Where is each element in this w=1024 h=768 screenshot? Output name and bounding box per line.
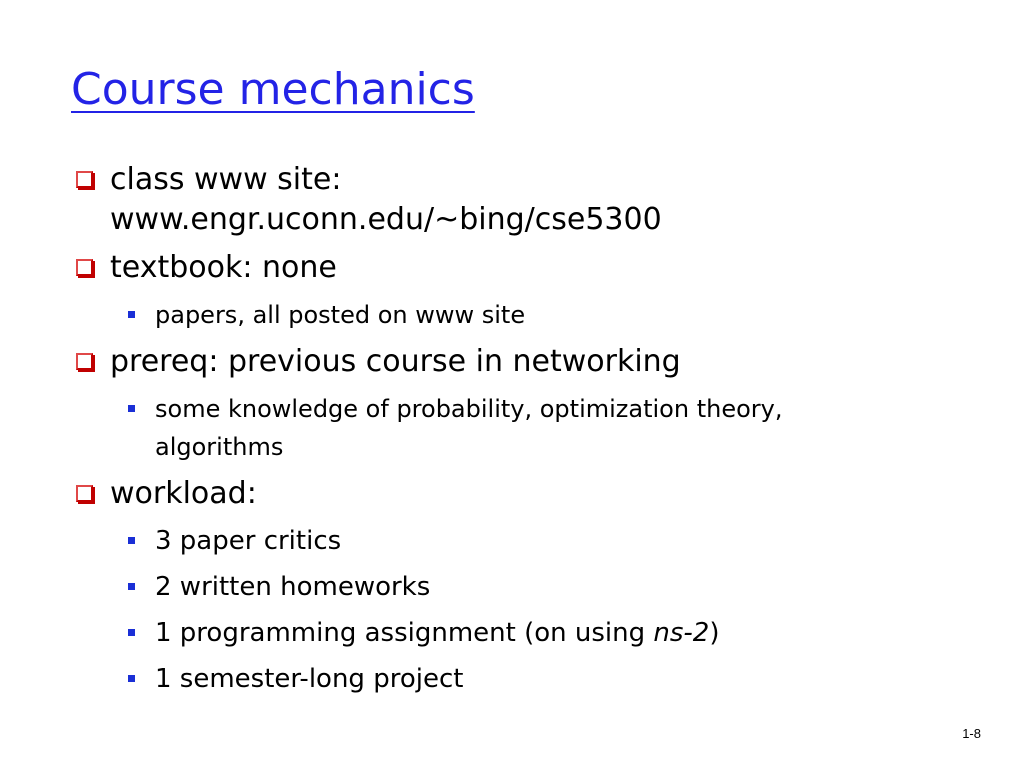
bullet-prereq	[72, 342, 972, 382]
sub-bullet-knowledge	[122, 390, 875, 466]
bullet-workload	[72, 474, 972, 514]
sub-bullet-project	[122, 660, 972, 698]
sub-bullet-programming	[122, 614, 972, 652]
filled-square-bullet-icon	[128, 583, 135, 590]
sub-bullet-text: 1 semester-long project	[155, 664, 464, 694]
sub-bullet-text: 3 paper critics	[155, 526, 342, 556]
sub-bullet-critics	[122, 522, 972, 560]
bullet-textbook	[72, 248, 972, 288]
sub-bullet-homeworks	[122, 568, 972, 606]
sub-bullet-text-end: )	[709, 618, 720, 648]
filled-square-bullet-icon	[128, 405, 135, 412]
sub-bullet-papers	[122, 296, 972, 334]
bullet-text: class www site:	[110, 162, 342, 197]
hollow-square-bullet-icon	[76, 353, 93, 370]
bullet-text: workload:	[110, 476, 257, 511]
slide-title: Course mechanics	[71, 64, 475, 115]
hollow-square-bullet-icon	[76, 259, 93, 276]
hollow-square-bullet-icon	[76, 171, 93, 188]
filled-square-bullet-icon	[128, 629, 135, 636]
filled-square-bullet-icon	[128, 537, 135, 544]
slide-content	[72, 160, 972, 706]
bullet-class-site	[72, 160, 972, 240]
filled-square-bullet-icon	[128, 311, 135, 318]
sub-bullet-text: some knowledge of probability, optimization theory, algorithms	[155, 395, 783, 461]
filled-square-bullet-icon	[128, 675, 135, 682]
sub-bullet-text-start: 1 programming assignment (on using	[155, 618, 654, 648]
bullet-text: prereq: previous course in networking	[110, 344, 681, 379]
sub-bullet-text: 2 written homeworks	[155, 572, 431, 602]
hollow-square-bullet-icon	[76, 485, 93, 502]
page-number: 1-8	[962, 726, 981, 741]
ns2-italic: ns-2	[653, 618, 710, 648]
sub-bullet-text: papers, all posted on www site	[155, 301, 526, 329]
bullet-text: textbook: none	[110, 250, 337, 285]
site-url: www.engr.uconn.edu/~bing/cse5300	[110, 202, 662, 237]
